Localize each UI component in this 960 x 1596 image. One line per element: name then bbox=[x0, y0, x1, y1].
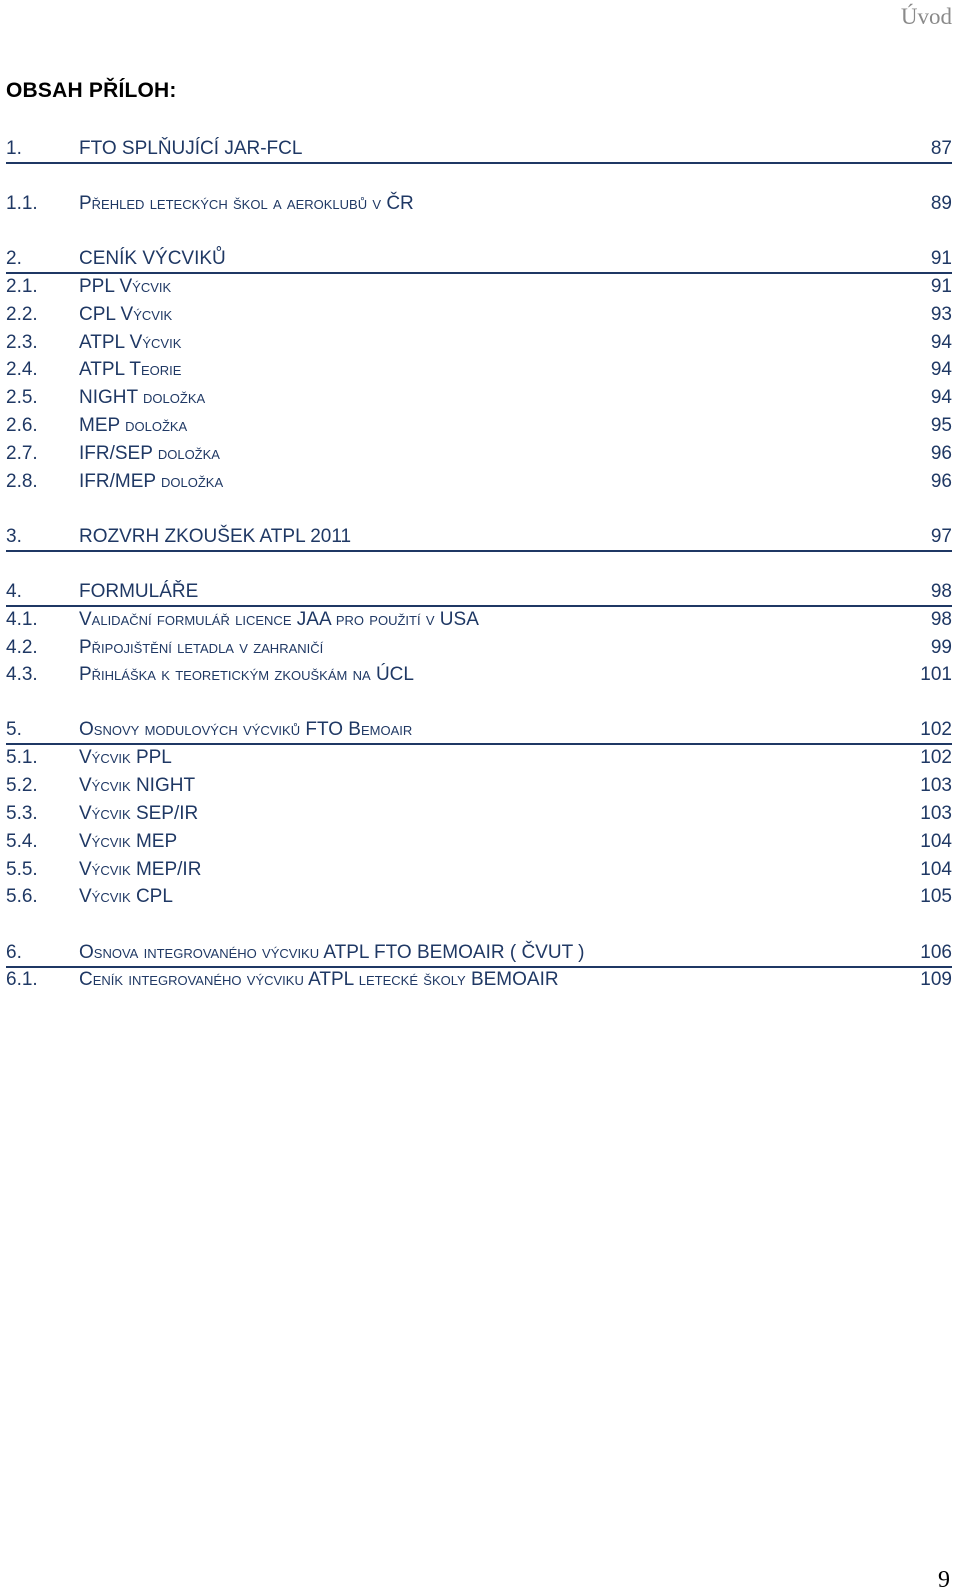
toc-entry-number: 6.1. bbox=[6, 969, 38, 990]
toc-entry-page: 95 bbox=[930, 415, 952, 436]
toc-entry-number: 4. bbox=[6, 581, 22, 602]
toc-entry[interactable] bbox=[6, 579, 952, 607]
toc-entry-number: 2.4. bbox=[6, 359, 38, 380]
toc-entry-page: 102 bbox=[920, 719, 952, 740]
toc-entry-title: FTO SPLŇUJÍCÍ JAR-FCL bbox=[79, 138, 303, 159]
toc-entry-title: Výcvik MEP/IR bbox=[79, 859, 202, 880]
toc-entry-title: CENÍK VÝCVIKŮ bbox=[79, 248, 226, 269]
toc-entry-title: PPL Výcvik bbox=[79, 276, 172, 297]
toc-entry-title: Výcvik MEP bbox=[79, 831, 178, 852]
toc-entry-page: 94 bbox=[930, 359, 952, 380]
toc-entry[interactable] bbox=[6, 773, 952, 799]
toc-entry-page: 97 bbox=[930, 526, 952, 547]
toc-entry-page: 91 bbox=[930, 276, 952, 297]
toc-entry-number: 5.3. bbox=[6, 803, 38, 824]
toc-entry-title: ROZVRH ZKOUŠEK ATPL 2011 bbox=[79, 526, 352, 547]
toc-entry-number: 2.6. bbox=[6, 415, 38, 436]
toc-entry[interactable] bbox=[6, 717, 952, 745]
toc-entry-title: Ceník integrovaného výcviku ATPL letecké školy BEMOAIR bbox=[79, 969, 559, 990]
toc-entry-number: 1. bbox=[6, 138, 22, 159]
toc-entry-page: 93 bbox=[930, 304, 952, 325]
page-number: 9 bbox=[938, 1567, 950, 1593]
toc-entry-number: 4.2. bbox=[6, 637, 38, 658]
toc-entry[interactable] bbox=[6, 607, 952, 633]
toc-entry-number: 5.4. bbox=[6, 831, 38, 852]
toc-entry[interactable] bbox=[6, 635, 952, 661]
toc-entry-number: 4.3. bbox=[6, 664, 38, 685]
toc-entry-title: IFR/MEP doložka bbox=[79, 471, 224, 492]
toc-entry-title: Výcvik NIGHT bbox=[79, 775, 196, 796]
toc-entry-title: CPL Výcvik bbox=[79, 304, 173, 325]
toc-entry-page: 98 bbox=[930, 581, 952, 602]
toc-entry-page: 104 bbox=[920, 859, 952, 880]
toc-entry[interactable] bbox=[6, 274, 952, 300]
toc-entry-number: 5.6. bbox=[6, 886, 38, 907]
toc-entry[interactable] bbox=[6, 246, 952, 274]
toc-entry-page: 109 bbox=[920, 969, 952, 990]
toc-entry[interactable] bbox=[6, 191, 952, 217]
toc-entry[interactable] bbox=[6, 857, 952, 883]
toc-entry-page: 105 bbox=[920, 886, 952, 907]
toc-entry[interactable] bbox=[6, 745, 952, 771]
toc-entry-number: 5.2. bbox=[6, 775, 38, 796]
toc-entry-title: NIGHT doložka bbox=[79, 387, 206, 408]
toc-entry-page: 103 bbox=[920, 775, 952, 796]
toc-entry-number: 6. bbox=[6, 942, 22, 963]
toc-entry-number: 2.2. bbox=[6, 304, 38, 325]
toc-entry-title: Výcvik CPL bbox=[79, 886, 173, 907]
toc-entry-title: FORMULÁŘE bbox=[79, 581, 199, 602]
toc-entry-page: 94 bbox=[930, 387, 952, 408]
toc-entry-number: 5.1. bbox=[6, 747, 38, 768]
toc-entry-number: 2. bbox=[6, 248, 22, 269]
toc-entry[interactable] bbox=[6, 413, 952, 439]
toc-entry-title: Připojištění letadla v zahraničí bbox=[79, 637, 324, 658]
toc-entry[interactable] bbox=[6, 330, 952, 356]
toc-entry-title: Osnova integrovaného výcviku ATPL FTO BEMOAIR ( ČVUT ) bbox=[79, 942, 585, 963]
toc-entry[interactable] bbox=[6, 469, 952, 495]
toc-entry-page: 101 bbox=[920, 664, 952, 685]
toc-entry-page: 96 bbox=[930, 443, 952, 464]
toc-entry[interactable] bbox=[6, 662, 952, 688]
toc-heading: OBSAH PŘÍLOH: bbox=[6, 79, 177, 102]
toc-entry-title: ATPL Teorie bbox=[79, 359, 182, 380]
toc-entry-number: 1.1. bbox=[6, 193, 38, 214]
toc-entry[interactable] bbox=[6, 302, 952, 328]
toc-entry[interactable] bbox=[6, 524, 952, 552]
toc-entry[interactable] bbox=[6, 357, 952, 383]
toc-entry[interactable] bbox=[6, 441, 952, 467]
toc-entry-number: 5.5. bbox=[6, 859, 38, 880]
toc-entry-title: Validační formulář licence JAA pro použití v USA bbox=[79, 609, 479, 630]
toc-entry-page: 89 bbox=[930, 193, 952, 214]
toc-entry[interactable] bbox=[6, 385, 952, 411]
toc-entry-number: 2.7. bbox=[6, 443, 38, 464]
toc-entry-title: Přehled leteckých škol a aeroklubů v ČR bbox=[79, 193, 414, 214]
toc-entry-page: 106 bbox=[920, 942, 952, 963]
toc-entry-page: 104 bbox=[920, 831, 952, 852]
toc-entry-title: Přihláška k teoretickým zkouškám na ÚCL bbox=[79, 664, 414, 685]
toc-entry[interactable] bbox=[6, 884, 952, 910]
toc-entry-page: 96 bbox=[930, 471, 952, 492]
toc-entry-title: IFR/SEP doložka bbox=[79, 443, 220, 464]
toc-entry-number: 3. bbox=[6, 526, 22, 547]
toc-entry-title: Osnovy modulových výcviků FTO Bemoair bbox=[79, 719, 413, 740]
toc-entry-number: 2.8. bbox=[6, 471, 38, 492]
toc-entry-page: 102 bbox=[920, 747, 952, 768]
toc-entry-page: 87 bbox=[930, 138, 952, 159]
toc-entry-title: Výcvik SEP/IR bbox=[79, 803, 199, 824]
toc-entry-title: Výcvik PPL bbox=[79, 747, 172, 768]
toc-entry-page: 98 bbox=[930, 609, 952, 630]
toc-entry[interactable] bbox=[6, 801, 952, 827]
running-header: Úvod bbox=[900, 4, 952, 29]
toc-entry-title: ATPL Výcvik bbox=[79, 332, 182, 353]
toc-entry-number: 4.1. bbox=[6, 609, 38, 630]
toc-entry-page: 103 bbox=[920, 803, 952, 824]
toc-entry[interactable] bbox=[6, 940, 952, 968]
toc-entry-page: 91 bbox=[930, 248, 952, 269]
toc-entry-page: 94 bbox=[930, 332, 952, 353]
toc-entry[interactable] bbox=[6, 829, 952, 855]
toc-entry-title: MEP doložka bbox=[79, 415, 188, 436]
toc-entry[interactable] bbox=[6, 136, 952, 164]
toc-entry-number: 2.5. bbox=[6, 387, 38, 408]
toc-entry[interactable] bbox=[6, 967, 952, 993]
toc-entry-number: 5. bbox=[6, 719, 22, 740]
toc-entry-number: 2.3. bbox=[6, 332, 38, 353]
toc-entry-number: 2.1. bbox=[6, 276, 38, 297]
toc-entry-page: 99 bbox=[930, 637, 952, 658]
